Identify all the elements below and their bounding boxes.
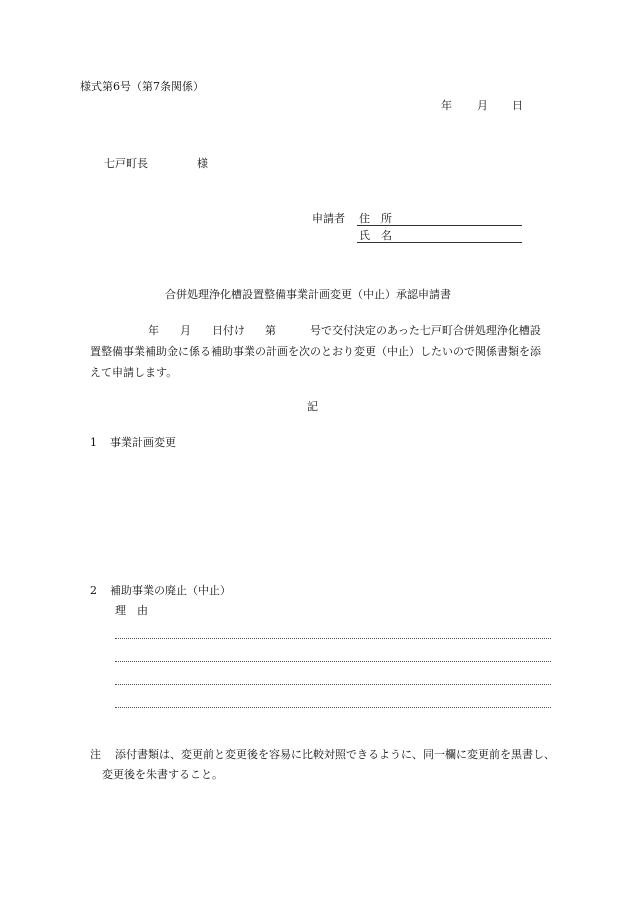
note-text: 添付書類は、変更前と変更後を容易に比較対照できるように、同一欄に変更前を黒書し、変更後を朱書すること。 <box>102 748 555 781</box>
reason-line <box>115 638 551 639</box>
body-rest: 号で交付決定のあった七戸町合併処理浄化槽設置整備事業補助金に係る補助事業の計画を次のとおり変更（中止）したいので関係書類を添えて申請します。 <box>90 324 541 379</box>
ki-heading: 記 <box>307 400 318 413</box>
section-2-number: 2 <box>90 584 97 597</box>
body-date-suffix: 日付け <box>212 324 245 337</box>
form-number: 様式第6号（第7条関係） <box>80 80 204 93</box>
section-1-title: 事業計画変更 <box>110 436 176 449</box>
date-day: 日 <box>512 99 523 112</box>
body-paragraph <box>90 320 550 383</box>
reason-label: 理 由 <box>115 604 148 617</box>
addressee-title: 七戸町長 <box>104 157 148 170</box>
body-number-prefix: 第 <box>265 324 276 337</box>
name-underline <box>357 242 522 243</box>
reason-line <box>115 661 551 662</box>
note <box>90 745 562 785</box>
address-underline <box>357 225 522 226</box>
note-label: 注 <box>90 748 101 761</box>
applicant-label: 申請者 <box>312 212 345 225</box>
section-2-title: 補助事業の廃止（中止） <box>110 584 231 597</box>
reason-line <box>115 684 551 685</box>
addressee-honorific: 様 <box>197 157 208 170</box>
reason-line <box>115 707 551 708</box>
date-year: 年 <box>441 99 452 112</box>
document-title: 合併処理浄化槽設置整備事業計画変更（中止）承認申請書 <box>165 288 451 301</box>
body-year: 年 <box>148 324 159 337</box>
body-month: 月 <box>180 324 191 337</box>
section-1-number: 1 <box>90 436 97 449</box>
address-label: 住 所 <box>359 212 392 225</box>
name-label: 氏 名 <box>359 229 392 242</box>
date-month: 月 <box>477 99 488 112</box>
